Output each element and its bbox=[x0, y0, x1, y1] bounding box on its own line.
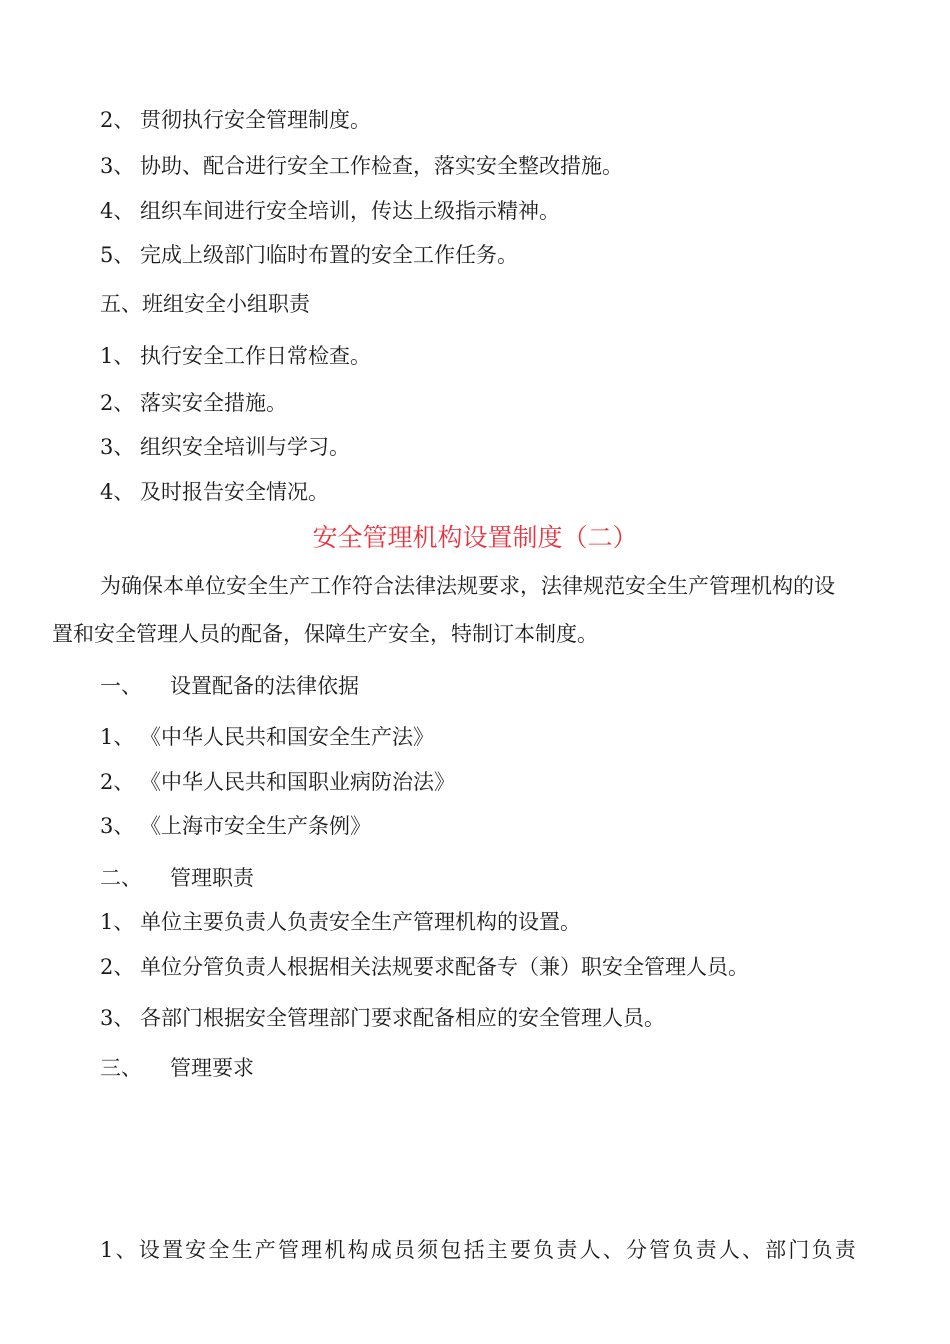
part-heading bbox=[100, 864, 254, 892]
part-number: 一、 bbox=[100, 674, 142, 698]
list-item bbox=[100, 197, 560, 225]
list-item bbox=[100, 152, 623, 180]
list-item bbox=[100, 723, 434, 751]
item-text: 《中华人民共和国安全生产法》 bbox=[140, 725, 434, 749]
part-heading bbox=[100, 1054, 254, 1082]
item-number: 5、 bbox=[100, 243, 135, 267]
item-number: 2、 bbox=[100, 108, 135, 132]
list-item bbox=[100, 241, 518, 269]
document-title: 安全管理机构设置制度（二） bbox=[312, 523, 638, 552]
item-number: 3、 bbox=[100, 435, 135, 459]
item-number: 2、 bbox=[100, 955, 135, 979]
item-text: 落实安全措施。 bbox=[140, 391, 287, 415]
list-item bbox=[100, 478, 329, 506]
item-number: 1、 bbox=[100, 725, 135, 749]
item-text: 《中华人民共和国职业病防治法》 bbox=[140, 770, 455, 794]
item-number: 4、 bbox=[100, 480, 135, 504]
list-item bbox=[100, 1004, 665, 1032]
part-number: 二、 bbox=[100, 866, 142, 890]
part-heading bbox=[100, 672, 359, 700]
item-text: 贯彻执行安全管理制度。 bbox=[140, 108, 371, 132]
item-text: 执行安全工作日常检查。 bbox=[140, 344, 371, 368]
item-text: 组织车间进行安全培训，传达上级指示精神。 bbox=[140, 199, 560, 223]
list-item bbox=[100, 812, 371, 840]
item-text: 协助、配合进行安全工作检查，落实安全整改措施。 bbox=[140, 154, 623, 178]
item-number: 1、 bbox=[100, 1238, 139, 1262]
list-item bbox=[100, 768, 455, 796]
list-item bbox=[100, 389, 287, 417]
item-text: 组织安全培训与学习。 bbox=[140, 435, 350, 459]
item-text: 单位分管负责人根据相关法规要求配备专（兼）职安全管理人员。 bbox=[140, 955, 749, 979]
item-text: 各部门根据安全管理部门要求配备相应的安全管理人员。 bbox=[140, 1006, 665, 1030]
list-item bbox=[100, 342, 371, 370]
list-item bbox=[100, 908, 581, 936]
item-number: 1、 bbox=[100, 344, 135, 368]
part-number: 三、 bbox=[100, 1056, 142, 1080]
item-text: 《上海市安全生产条例》 bbox=[140, 814, 371, 838]
item-text: 单位主要负责人负责安全生产管理机构的设置。 bbox=[140, 910, 581, 934]
item-text: 及时报告安全情况。 bbox=[140, 480, 329, 504]
part-title: 管理要求 bbox=[170, 1056, 254, 1080]
item-number: 3、 bbox=[100, 154, 135, 178]
item-number: 4、 bbox=[100, 199, 135, 223]
list-item bbox=[100, 106, 371, 134]
item-number: 3、 bbox=[100, 814, 135, 838]
item-text: 设置安全生产管理机构成员须包括主要负责人、分管负责人、部门负责 bbox=[138, 1238, 858, 1262]
item-number: 2、 bbox=[100, 391, 135, 415]
section-heading: 五、班组安全小组职责 bbox=[100, 292, 310, 316]
list-item bbox=[100, 1236, 858, 1264]
item-number: 3、 bbox=[100, 1006, 135, 1030]
item-number: 2、 bbox=[100, 770, 135, 794]
item-text: 完成上级部门临时布置的安全工作任务。 bbox=[140, 243, 518, 267]
item-number: 1、 bbox=[100, 910, 135, 934]
list-item bbox=[100, 433, 350, 461]
intro-line-2: 置和安全管理人员的配备，保障生产安全，特制订本制度。 bbox=[52, 622, 598, 646]
list-item bbox=[100, 953, 749, 981]
part-title: 设置配备的法律依据 bbox=[170, 674, 359, 698]
part-title: 管理职责 bbox=[170, 866, 254, 890]
intro-line-1: 为确保本单位安全生产工作符合法律法规要求，法律规范安全生产管理机构的设 bbox=[100, 574, 835, 598]
